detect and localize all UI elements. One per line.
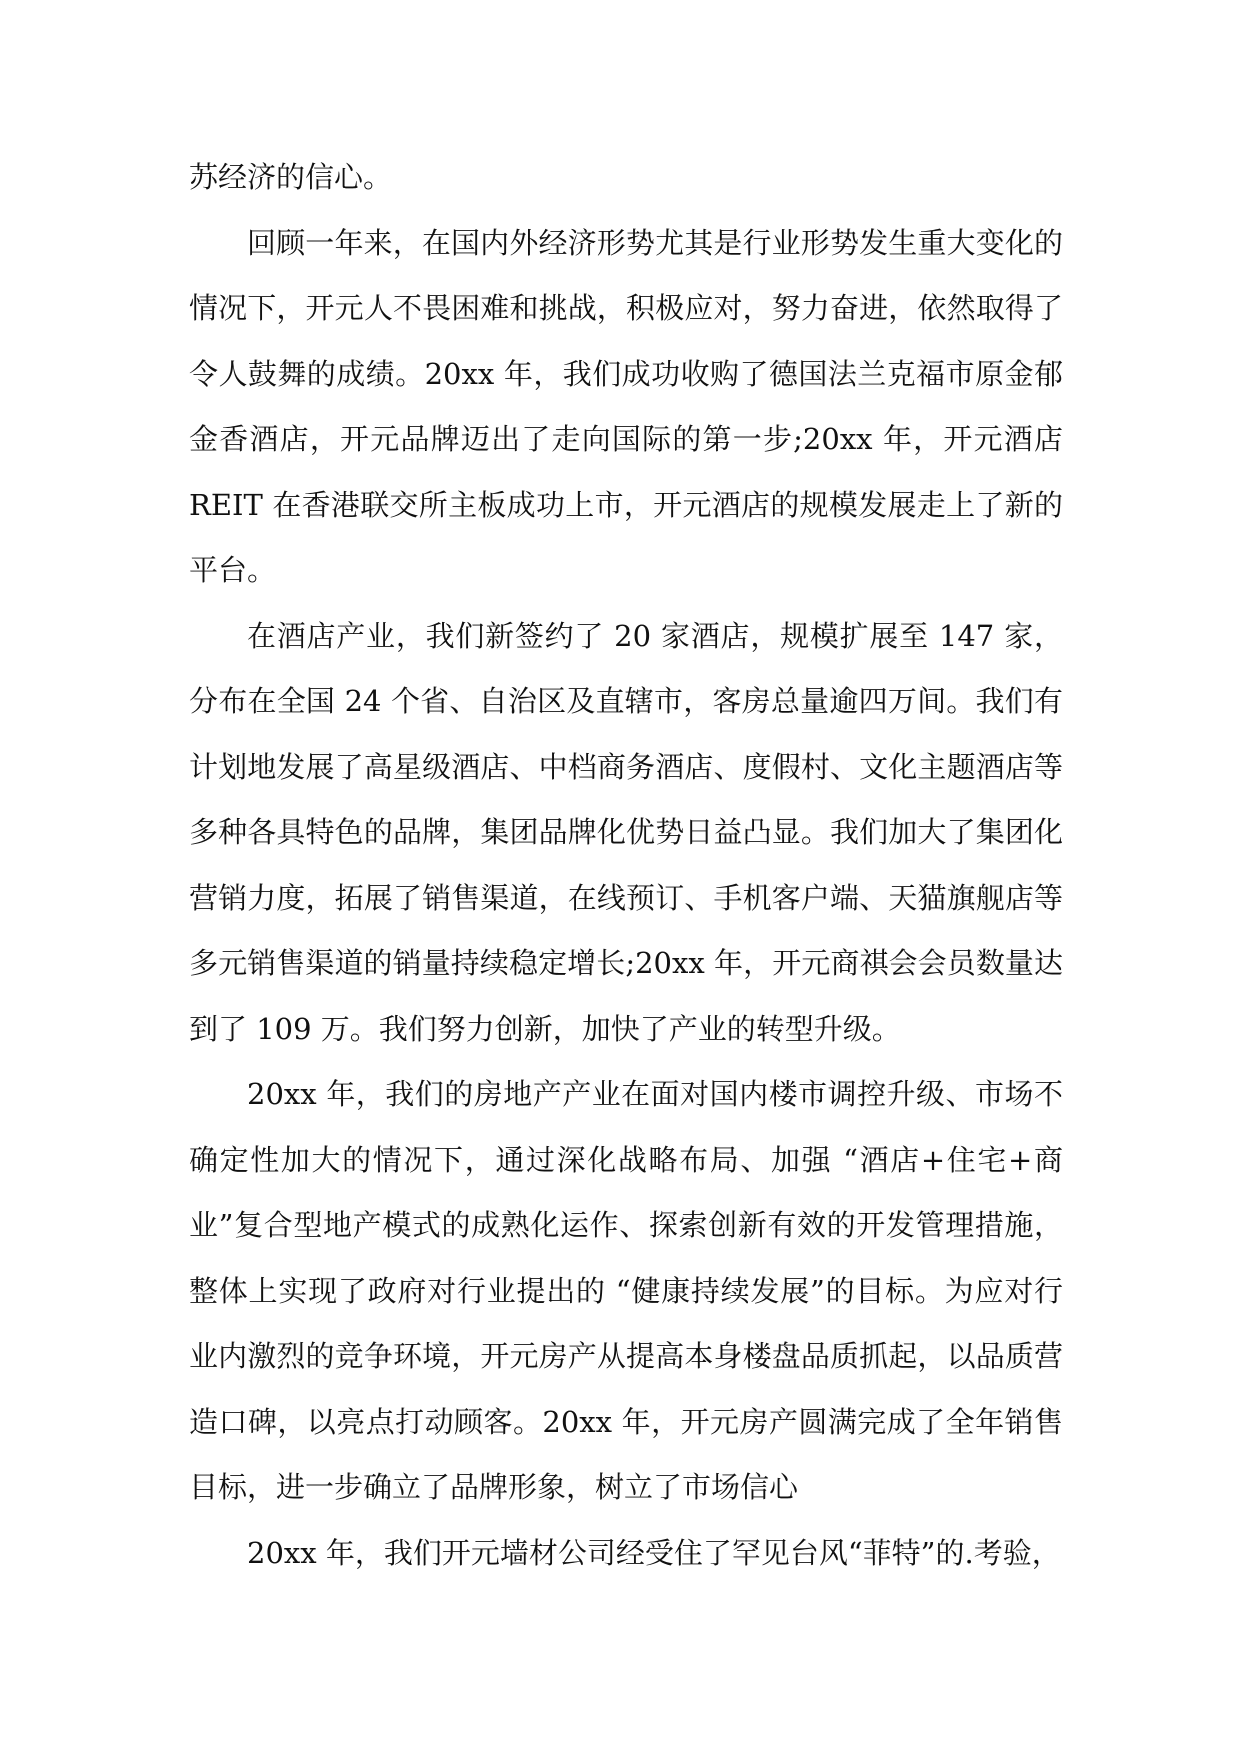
paragraph-3: 在酒店产业，我们新签约了 20 家酒店，规模扩展至 147 家，分布在全国 24 个省、自治区及直辖市，客房总量逾四万间。我们有计划地发展了高星级酒店、中档商务酒店、度假村、文化主题酒店等多种各具特色的品牌，集团品牌化优势日益凸显。我们加大了集团化营销力度，拓展了销售渠道，在线预订、手机客户端、天猫旗舰店等多元销售渠道的销量持续稳定增长;20xx 年，开元商祺会会员数量达到了 109 万。我们努力创新，加快了产业的转型升级。 xyxy=(189,618,1063,1046)
paragraph-4: 20xx 年，我们的房地产产业在面对国内楼市调控升级、市场不确定性加大的情况下，通过深化战略布局、加强 “酒店+住宅+商业”复合型地产模式的成熟化运作、探索创新有效的开发管理措施，整体上实现了政府对行业提出的 “健康持续发展”的目标。为应对行业内激烈的竞争环境，开元房产从提高本身楼盘品质抓起，以品质营造口碑，以亮点打动顾客。20xx 年，开元房产圆满完成了全年销售目标，进一步确立了品牌形象，树立了市场信心 xyxy=(189,1077,1063,1504)
paragraph-5: 20xx 年，我们开元墙材公司经受住了罕见台风“菲特”的.考验， xyxy=(247,1535,1061,1570)
paragraph-2: 回顾一年来，在国内外经济形势尤其是行业形势发生重大变化的情况下，开元人不畏困难和挑战，积极应对，努力奋进，依然取得了令人鼓舞的成绩。20xx 年，我们成功收购了德国法兰克福市原金郁金香酒店，开元品牌迈出了走向国际的第一步;20xx 年，开元酒店 REIT 在香港联交所主板成功上市，开元酒店的规模发展走上了新的平台。 xyxy=(189,225,1063,587)
document-body xyxy=(189,145,1063,1586)
paragraph-1: 苏经济的信心。 xyxy=(189,160,393,194)
